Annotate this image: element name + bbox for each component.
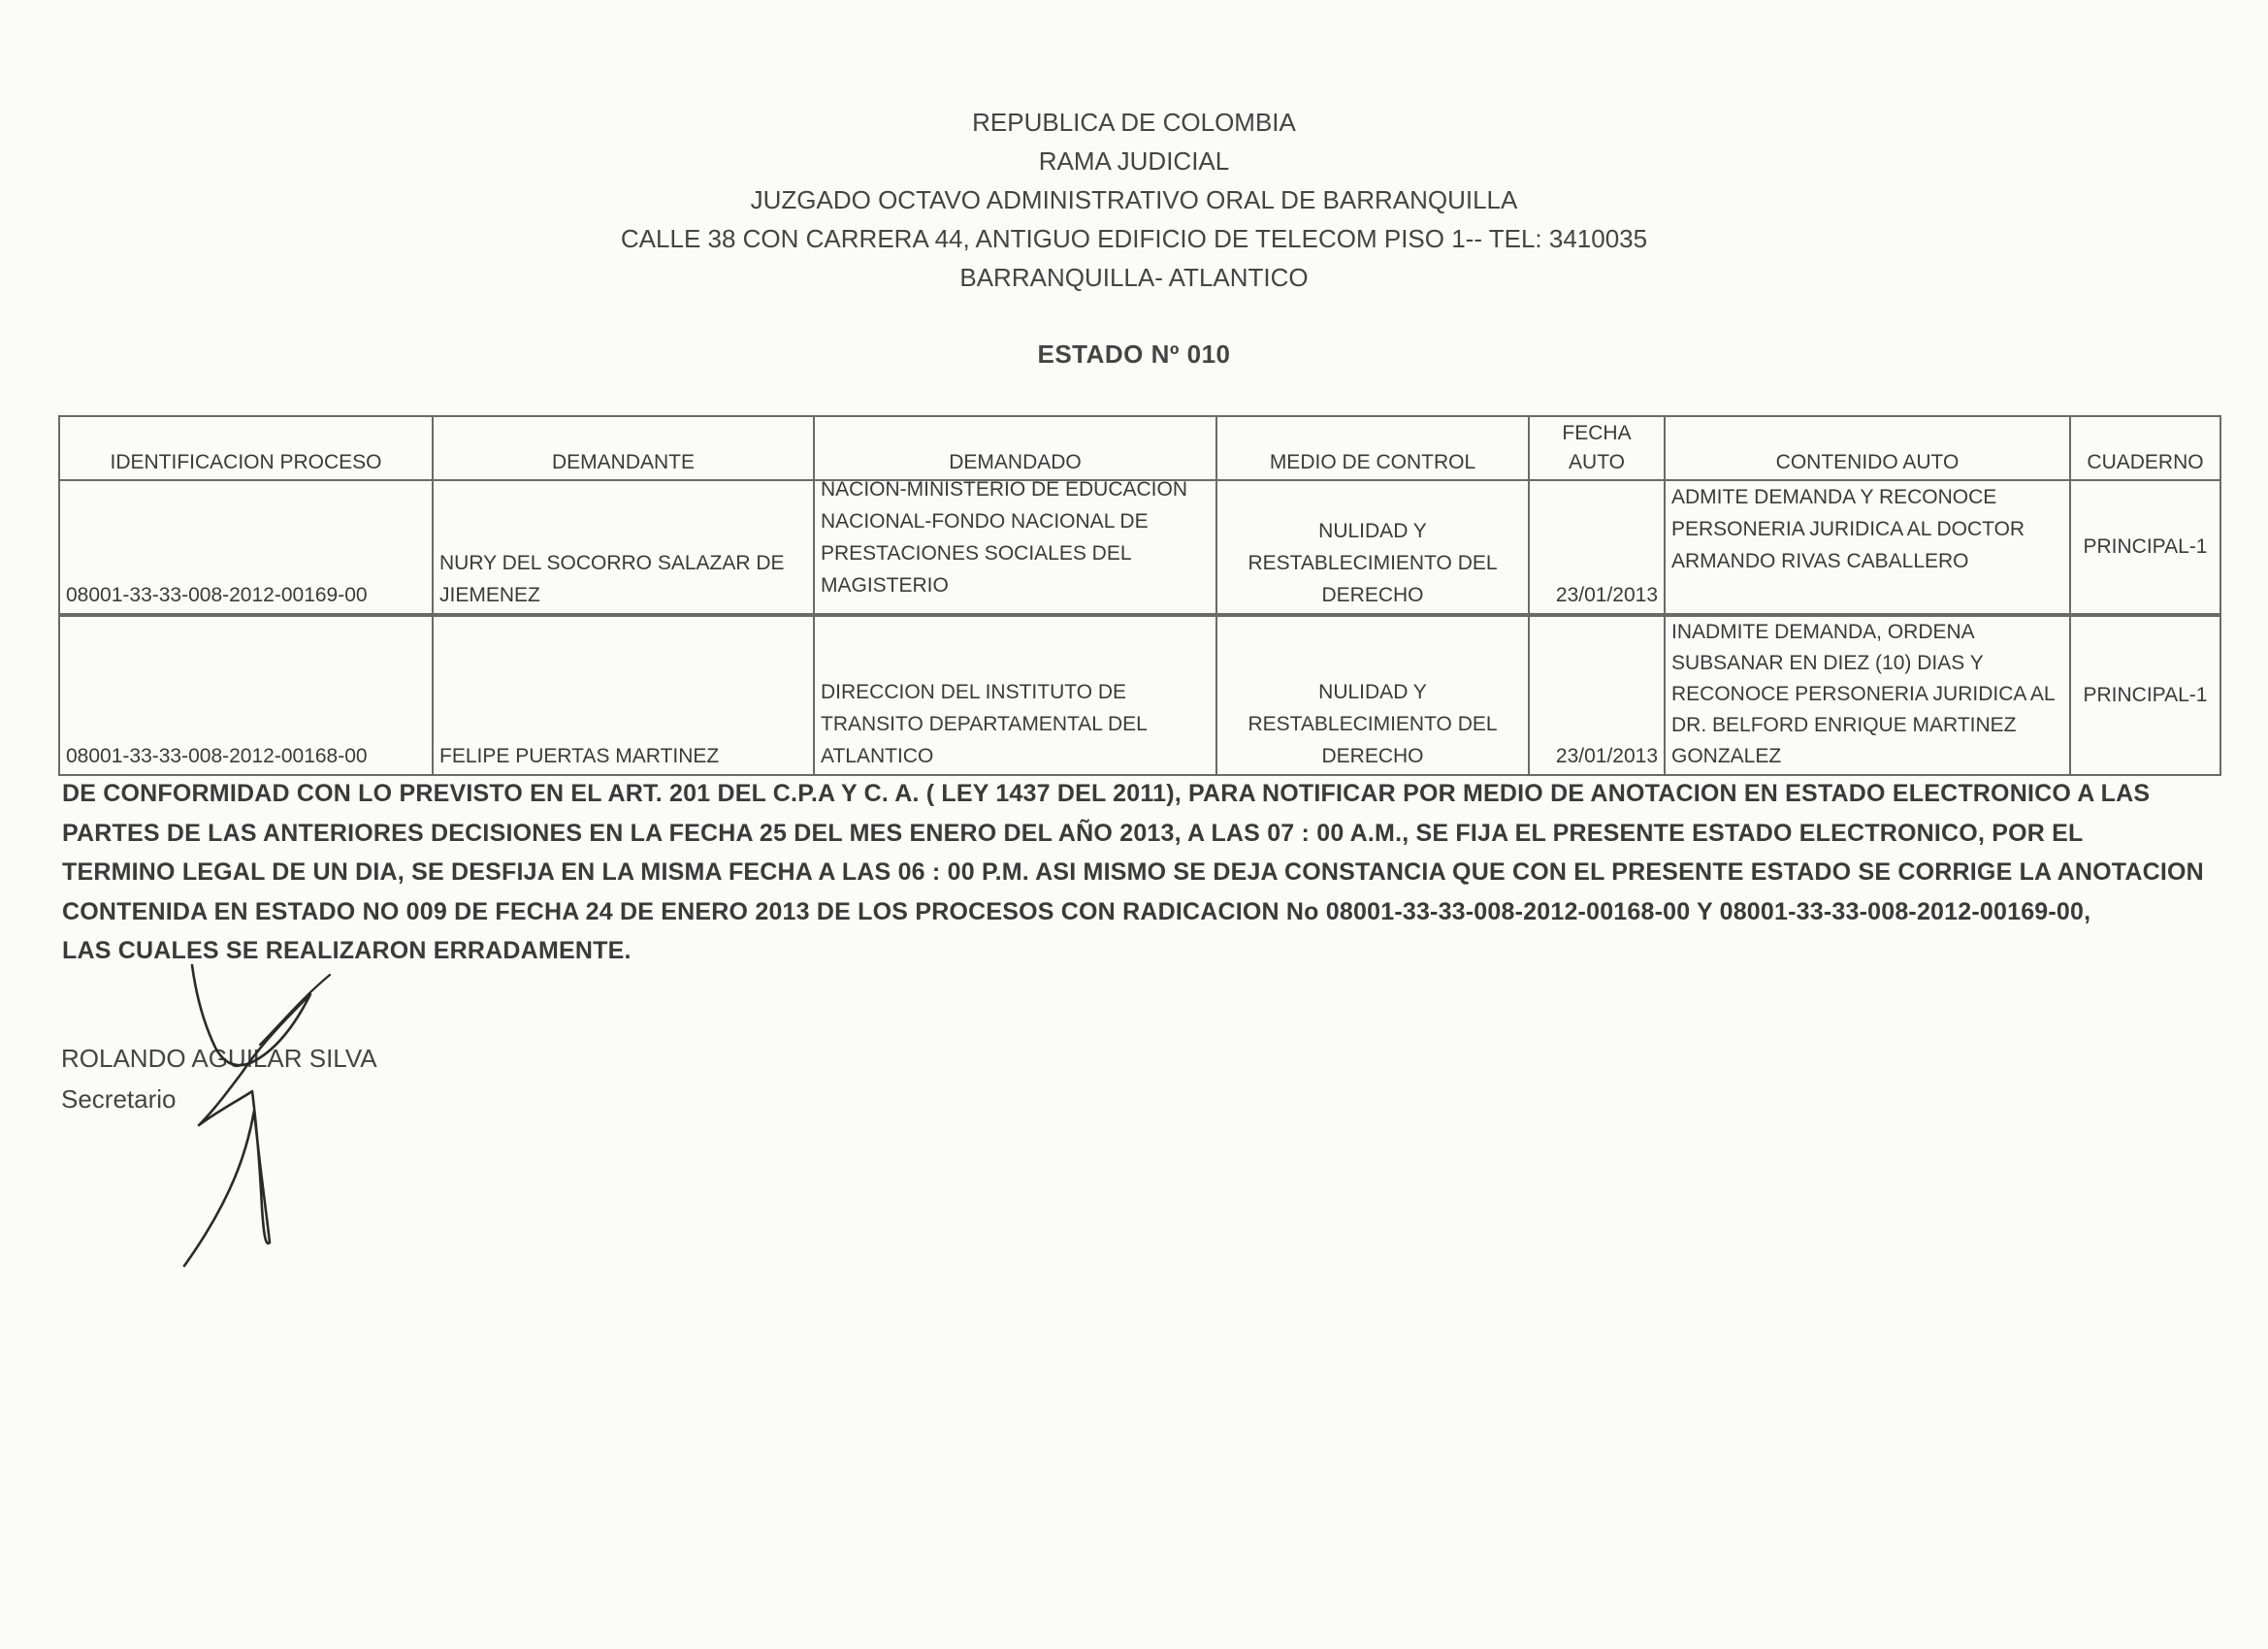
col-header-demandado: DEMANDADO	[814, 416, 1216, 480]
cell-demandado: DIRECCION DEL INSTITUTO DE TRANSITO DEPARTAMENTAL DEL ATLANTICO	[814, 615, 1216, 775]
cell-cuaderno: PRINCIPAL-1	[2070, 480, 2220, 615]
handwritten-signature	[146, 955, 359, 1276]
header-address: CALLE 38 CON CARRERA 44, ANTIGUO EDIFICIO DE TELECOM PISO 1-- TEL: 3410035	[620, 224, 1648, 253]
cell-demandante: NURY DEL SOCORRO SALAZAR DE JIEMENEZ	[433, 480, 814, 615]
table-row	[59, 480, 2220, 615]
cell-identificacion: 08001-33-33-008-2012-00168-00	[59, 615, 433, 775]
col-header-identificacion: IDENTIFICACION PROCESO	[59, 416, 433, 480]
signatory-title: Secretario	[61, 1084, 177, 1114]
estado-title: ESTADO Nº 010	[1037, 340, 1231, 369]
process-table	[58, 415, 2221, 776]
court-header	[0, 103, 2268, 297]
col-header-demandante: DEMANDANTE	[433, 416, 814, 480]
col-header-medio: MEDIO DE CONTROL	[1216, 416, 1529, 480]
header-branch: RAMA JUDICIAL	[1038, 146, 1230, 176]
header-city: BARRANQUILLA- ATLANTICO	[959, 263, 1309, 292]
cell-demandante: FELIPE PUERTAS MARTINEZ	[433, 615, 814, 775]
cell-demandado: NACION-MINISTERIO DE EDUCACION NACIONAL-FONDO NACIONAL DE PRESTACIONES SOCIALES DEL MAGISTERIO	[814, 480, 1216, 615]
notice-paragraph: DE CONFORMIDAD CON LO PREVISTO EN EL ART. 201 DEL C.P.A Y C. A. ( LEY 1437 DEL 2011), PARA NOTIFICAR POR MEDIO DE ANOTACION EN ESTADO ELECTRONICO A LAS PARTES DE LAS ANTERIORES DECISIONES EN LA FECHA 25 DEL MES ENERO DEL AÑO 2013, A LAS 07 : 00 A.M., SE FIJA EL PRESENTE ESTADO ELECTRONICO, POR EL TERMINO LEGAL DE UN DIA, SE DESFIJA EN LA MISMA FECHA A LAS 06 : 00 P.M. ASI MISMO SE DEJA CONSTANCIA QUE CON EL PRESENTE ESTADO SE CORRIGE LA ANOTACION CONTENIDA EN ESTADO NO 009 DE FECHA 24 DE ENERO 2013 DE LOS PROCESOS CON RADICACION No 08001-33-33-008-2012-00168-00 Y 08001-33-33-008-2012-00169-00, LAS CUALES SE REALIZARON ERRADAMENTE.	[62, 780, 2204, 964]
cell-contenido: INADMITE DEMANDA, ORDENA SUBSANAR EN DIEZ (10) DIAS Y RECONOCE PERSONERIA JURIDICA AL DR. BELFORD ENRIQUE MARTINEZ GONZALEZ	[1665, 615, 2070, 775]
header-country: REPUBLICA DE COLOMBIA	[972, 108, 1296, 137]
col-header-fecha: FECHA AUTO	[1529, 416, 1665, 480]
cell-medio: NULIDAD Y RESTABLECIMIENTO DEL DERECHO	[1216, 480, 1529, 615]
cell-cuaderno: PRINCIPAL-1	[2070, 615, 2220, 775]
cell-contenido: ADMITE DEMANDA Y RECONOCE PERSONERIA JURIDICA AL DOCTOR ARMANDO RIVAS CABALLERO	[1665, 480, 2070, 615]
cell-medio: NULIDAD Y RESTABLECIMIENTO DEL DERECHO	[1216, 615, 1529, 775]
col-header-contenido: CONTENIDO AUTO	[1665, 416, 2070, 480]
cell-fecha: 23/01/2013	[1529, 615, 1665, 775]
col-header-cuaderno: CUADERNO	[2070, 416, 2220, 480]
cell-identificacion: 08001-33-33-008-2012-00169-00	[59, 480, 433, 615]
table-row	[59, 615, 2220, 775]
signatory-name: ROLANDO AGUILAR SILVA	[61, 1044, 377, 1073]
header-court: JUZGADO OCTAVO ADMINISTRATIVO ORAL DE BARRANQUILLA	[750, 185, 1518, 214]
table-header-row	[59, 416, 2220, 480]
cell-fecha: 23/01/2013	[1529, 480, 1665, 615]
